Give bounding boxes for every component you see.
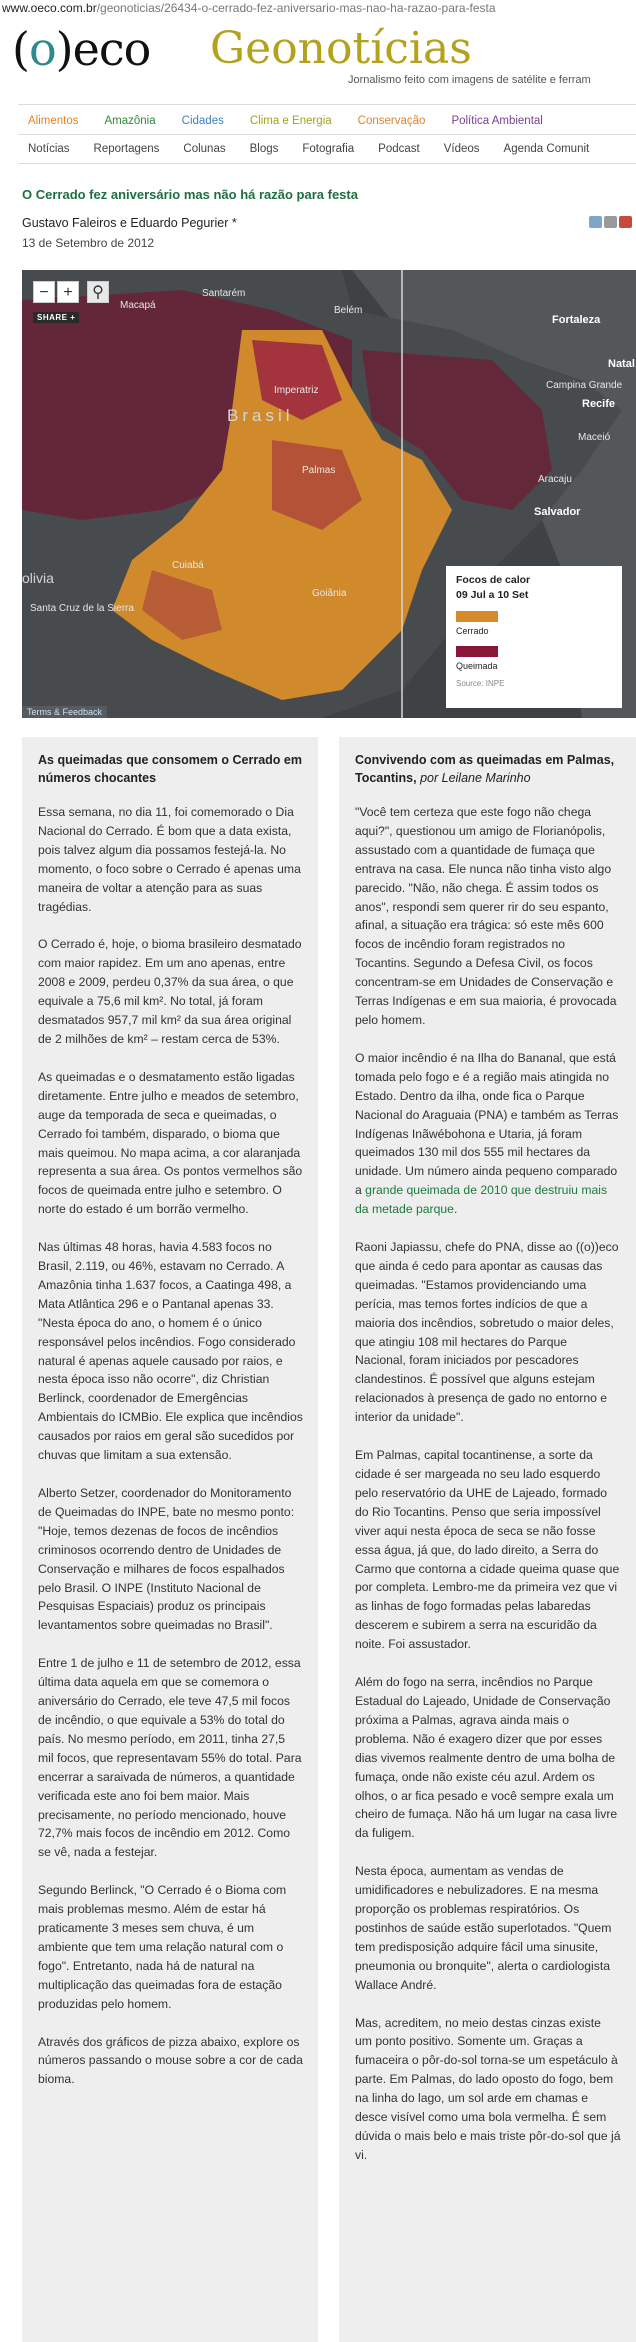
legend-label-cerrado: Cerrado — [456, 626, 489, 636]
map-legend — [446, 566, 622, 708]
queimada-2010-link[interactable]: grande queimada de 2010 que destruiu mais da metade parque — [355, 1183, 608, 1217]
legend-source: Source: INPE — [456, 679, 505, 688]
category-link[interactable]: Conservação — [357, 115, 426, 127]
paragraph: Mas, acreditem, no meio destas cinzas existe um ponto positivo. Somente um. Graças a fumaceira o pôr-do-sol torna-se um espetáculo à parte. Em Palmas, do lado oposto do fogo, bem na linha do lago, um sol arde em chamas e desce visível como uma bola vermelha. É sem dúvida o mais belo e mais triste pôr-do-sol que já vi. — [355, 2015, 621, 2162]
zoom-out-button[interactable]: − — [33, 281, 55, 303]
section-link[interactable]: Agenda Comunit — [503, 143, 590, 155]
section-link[interactable]: Fotografia — [302, 143, 355, 155]
legend-swatch-queimada — [456, 646, 498, 657]
terms-feedback-link[interactable]: Terms & Feedback — [22, 706, 107, 718]
paragraph: Alberto Setzer, coordenador do Monitoramento de Queimadas do INPE, bate no mesmo ponto: "Hoje, temos dezenas de focos de incêndios criminosos ocorrendo dentro de Unidades de Conservação e milhares de focos espalhados pelo Brasil. O INPE (Instituto Nacional de Pesquisas Espaciais) produz os principais levantamentos sobre queimadas no Brasil". — [38, 1486, 295, 1633]
city-label: Goiânia — [312, 588, 347, 599]
city-label: Salvador — [534, 506, 581, 518]
category-link[interactable]: Política Ambiental — [451, 115, 543, 127]
nav-divider-bottom — [18, 163, 636, 164]
left-column-heading: As queimadas que consomem o Cerrado em números chocantes — [38, 753, 302, 785]
logo-paren-right: ) — [55, 22, 73, 76]
article-tools — [587, 215, 632, 233]
paragraph: "Você tem certeza que este fogo não chega aqui?", questionou um amigo de Florianópolis, assustado com a quantidade de fumaça que entrava na casa. Ele nunca não tinha visto algo parecido. "Não, não chega. É assim todos os anos", respondi sem querer rir do seu espanto, afinal, a situação era trágica: só este mês 600 focos de incêndio foram registrados no Tocantins. Segundo a Defesa Civil, os focos concentram-se em Unidades de Conservação e Terras Indígenas e em sua maioria, é provocada pelo homem. — [355, 805, 617, 1027]
logo-eco: eco — [72, 22, 151, 76]
paragraph: O Cerrado é, hoje, o bioma brasileiro desmatado com maior rapidez. Em um ano apenas, entre 2008 e 2009, perdeu 0,37% da sua área, o que equivale a 75,6 mil km². No total, já foram desmatados 957,7 mil km² da sua área original de 2 milhões de km² – restam cerca de 53%. — [38, 937, 302, 1046]
article-authors: Gustavo Faleiros e Eduardo Pegurier * — [22, 216, 237, 230]
paragraph: Raoni Japiassu, chefe do PNA, disse ao ((o))eco que ainda é cedo para apontar as causas das queimadas. "Estamos providenciando uma perícia, mas temos fortes indícios de que a maioria dos incêndios, sobretudo o maior deles, que atingiu 108 mil hectares do Parque Nacional, foram iniciados por pescadores clandestinos. É possível que alguns estejam relacionados à presença de gado no entorno e interior da unidade". — [355, 1240, 619, 1425]
section-nav — [28, 143, 636, 155]
city-label: Cuiabá — [172, 560, 204, 571]
right-column — [339, 737, 636, 2342]
section-link[interactable]: Blogs — [249, 143, 279, 155]
header-divider — [18, 104, 636, 105]
section-link[interactable]: Colunas — [183, 143, 226, 155]
country-label: Brasil — [227, 406, 294, 425]
city-label: Imperatriz — [274, 385, 319, 396]
legend-label-queimada: Queimada — [456, 661, 498, 671]
nav-divider — [18, 134, 636, 135]
city-label: Fortaleza — [552, 314, 601, 326]
logo-o: o — [28, 22, 56, 76]
city-label: Maceió — [578, 432, 611, 443]
paragraph: Segundo Berlinck, "O Cerrado é o Bioma com mais problemas mesmo. Além de estar há praticamente 3 meses sem chuva, é um ambiente que tem uma relação natural com o fogo". Entretanto, nada há de natural na multiplicação das queimadas fora de estação produzidas pelo homem. — [38, 1883, 287, 2011]
paragraph-bananal — [355, 1049, 621, 1219]
city-label: Recife — [582, 398, 616, 410]
heading-text: Convivendo com as queimadas em Palmas, Tocantins, — [355, 753, 615, 785]
share-button[interactable]: SHARE + — [33, 312, 79, 323]
city-label: Campina Grande — [546, 380, 623, 391]
url-host: www.oeco.com.br — [2, 1, 97, 15]
bananal-text: O maior incêndio é na Ilha do Bananal, que está tomada pelo fogo e é a região mais atingida no Estado. Dentro da ilha, onde fica o Parque Nacional do Araguaia (PNA) e também as Terras Indígenas Inãwébohona e Utaria, já foram queimados 130 mil dos 555 mil hectares da unidade. Um número ainda pequeno comparado a — [355, 1050, 619, 1198]
section-link[interactable]: Vídeos — [443, 143, 480, 155]
left-column — [22, 737, 318, 2342]
tagline: Jornalismo feito com imagens de satélite e ferram — [348, 74, 591, 86]
paragraph: Através dos gráficos de pizza abaixo, explore os números passando o mouse sobre a cor de cada bioma. — [38, 2034, 303, 2087]
pdf-icon[interactable] — [619, 216, 632, 228]
category-link[interactable]: Clima e Energia — [249, 115, 332, 127]
section-link[interactable]: Reportagens — [93, 143, 160, 155]
legend-title: Focos de calor — [456, 574, 531, 586]
section-link[interactable]: Notícias — [28, 143, 70, 155]
paragraph: Nesta época, aumentam as vendas de umidificadores e nebulizadores. E na mesma proporção os problemas respiratórios. Os postinhos de saúde estão superlotados. "Quem tem predisposição adquire fácil uma sinusite, pneumonia ou bronquite", alerta o cardiologista Wallace André. — [355, 1864, 612, 1992]
article-date: 13 de Setembro de 2012 — [22, 236, 155, 250]
city-label: Belém — [334, 305, 363, 316]
paragraph: Nas últimas 48 horas, havia 4.583 focos no Brasil, 2.119, ou 46%, estavam no Cerrado. A Amazônia tinha 1.637 focos, a Caatinga 498, a Mata Atlântica 296 e o Pantanal apenas 33. "Nesta época do ano, o homem é o único responsável pelos incêndios. Fogo considerado natural é apenas aquele causado por raios, e nesta época isso não ocorre", diz Christian Berlinck, coordenador de Emergências Ambientais do ICMBio. Ele explica que incêndios causados por raios em geral são sucedidos por chuvas que limitam a sua extensão. — [38, 1240, 303, 1463]
paragraph: Além do fogo na serra, incêndios no Parque Estadual do Lajeado, Unidade de Conservação próxima a Palmas, agrava ainda mais o problema. Não é exagero dizer que por esses dias vivemos realmente dentro de uma bolha de fumaça, onde não existe céu azul. Ardem os olhos, o ar fica pesado e você sempre exala um cheiro de fumaça. Não há um lugar na casa livre da fuligem. — [355, 1675, 618, 1841]
category-link[interactable]: Alimentos — [28, 115, 79, 127]
print-icon[interactable] — [604, 216, 617, 228]
right-column-heading — [355, 751, 621, 787]
paragraph: As queimadas e o desmatamento estão ligadas diretamente. Entre julho e meados de setembro, auge da temporada de seca e queimadas, o Cerrado foi também, disparado, o bioma que mais queimou. No mapa acima, a cor alaranjada representa a sua área. Os pontos vermelhos são focos de queimada entre julho e setembro. O norte do estado é um borrão vermelho. — [38, 1069, 303, 1217]
category-nav — [28, 115, 628, 127]
city-label: Palmas — [302, 465, 336, 476]
category-link[interactable]: Cidades — [181, 115, 224, 127]
paragraph: Entre 1 de julho e 11 de setembro de 2012, essa última data aquela em que se comemora o aniversário do Cerrado, ele teve 47,5 mil focos de incêndio, o que equivale a 53% do total do país. No mesmo período, em 2011, tinha 27,5 mil focos, que representavam 55% do total. Para encerrar a saraivada de números, a quantidade verificada este ano foi bem maior. Mais precisamente, no período mencionado, houve 72,7% mais focos de incêndio em 2012. Como se vê, nada a festejar. — [38, 1656, 302, 1860]
byline: por Leilane Marinho — [420, 771, 531, 785]
city-label: Aracaju — [538, 474, 572, 485]
neighbor-country-label: olivia — [22, 570, 54, 586]
article-title: O Cerrado fez aniversário mas não há razão para festa — [22, 187, 358, 202]
url-path: /geonoticias/26434-o-cerrado-fez-aniversario-mas-nao-ha-razao-para-festa — [96, 1, 496, 15]
legend-swatch-cerrado — [456, 611, 498, 622]
oeco-logo — [12, 24, 150, 74]
section-link[interactable]: Podcast — [378, 143, 420, 155]
zoom-in-button[interactable]: + — [57, 281, 79, 303]
site-logo[interactable] — [12, 22, 636, 86]
search-icon[interactable]: ⚲ — [87, 281, 109, 303]
bananal-end: . — [453, 1202, 458, 1217]
paragraph: Em Palmas, capital tocantinense, a sorte da cidade é ser margeada no seu lado esquerdo pelo reservatório da UHE de Lajeado, formado do Rio Tocantins. Penso que seria impossível viver aqui nesta época de seca se não fosse essa água, já que, do lado direito, a Serra do Carmo que contorna a cidade queima quase que por completa. Lembro-me da primeira vez que vi as linhas de fogo formadas pelas labaredas descerem e subirem a serra na escuridão da noite. Foi assustador. — [355, 1448, 620, 1652]
city-label: Santarém — [202, 288, 246, 299]
city-label: Macapá — [120, 300, 156, 311]
paragraph: Essa semana, no dia 11, foi comemorado o Dia Nacional do Cerrado. É bom que a data exista, pois talvez algum dia possamos festejá-la. No momento, o foco sobre o Cerrado é apenas uma maneira de voltar a atenção para as suas tragédias. — [38, 805, 301, 914]
address-bar[interactable] — [0, 0, 636, 16]
logo-paren-left: ( — [12, 22, 29, 76]
section-name: Geonotícias — [210, 23, 472, 74]
fire-map[interactable] — [22, 270, 636, 718]
city-label: Santa Cruz de la Sierra — [30, 603, 134, 614]
email-icon[interactable] — [589, 216, 602, 228]
city-label: Natal — [608, 358, 635, 370]
legend-period: 09 Jul a 10 Set — [456, 589, 529, 601]
category-link[interactable]: Amazônia — [104, 115, 156, 127]
